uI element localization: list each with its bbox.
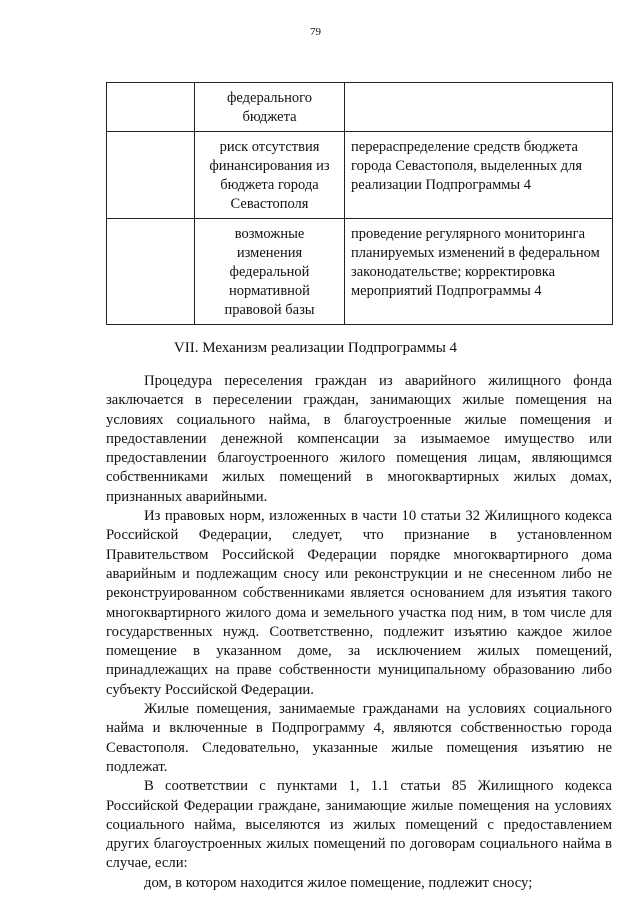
paragraph: Жилые помещения, занимаемые гражданами на условиях социального найма и включенные в Подпрограмму 4, являются собственностью города Севастополя. Следовательно, указанные жилые помещения изъятию не подлежат.: [106, 701, 612, 775]
table-cell-measure: [345, 83, 613, 132]
table-cell-risk: федерального бюджета: [195, 83, 345, 132]
paragraph: Процедура переселения граждан из аварийного жилищного фонда заключается в переселении граждан, занимающих жилые помещения на условиях социального найма, в благоустроенные жилые помещения и предоставлении денежной компенсации за изымаемое имущество или предоставлении благоустроенного жилого помещения лицам, являющимся собственниками жилых помещений в многоквартирных жилых домах, признанных аварийными.: [106, 373, 612, 505]
table-row: [107, 132, 613, 219]
table-cell-risk: риск отсутствия финансирования из бюджета города Севастополя: [195, 132, 345, 219]
risk-table: [106, 82, 613, 325]
page-number: 79: [310, 26, 321, 38]
table-cell-category: [107, 219, 195, 325]
paragraph: дом, в котором находится жилое помещение, подлежит сносу;: [144, 874, 533, 891]
paragraph: Из правовых норм, изложенных в части 10 статьи 32 Жилищного кодекса Российской Федерации, следует, что признание в установленном Правительством Российской Федерации порядке многоквартирного дома аварийным и подлежащим сносу или реконструкции и не снесенном либо не реконструированном собственниками является основанием для изъятия такого многоквартирного жилого дома и земельного участка под ним, в том числе для государственных нужд. Соответственно, подлежит изъятию каждое жилое помещение в указанном доме, за исключением жилых помещений, принадлежащих на праве собственности муниципальному образованию либо субъекту Российской Федерации.: [106, 508, 612, 698]
table-cell-risk: возможные изменения федеральной нормативной правовой базы: [195, 219, 345, 325]
paragraph: В соответствии с пунктами 1, 1.1 статьи 85 Жилищного кодекса Российской Федерации граждане, занимающие жилые помещения на условиях социального найма, выселяются из жилых помещений с предоставлением других благоустроенных жилых помещений по договорам социального найма в случае, если:: [106, 778, 612, 872]
table-row: [107, 219, 613, 325]
table-cell-measure: проведение регулярного мониторинга планируемых изменений в федеральном законодательстве; корректировка мероприятий Подпрограммы 4: [345, 219, 613, 325]
table-cell-measure: перераспределение средств бюджета города Севастополя, выделенных для реализации Подпрограммы 4: [345, 132, 613, 219]
table-row: [107, 83, 613, 132]
table-cell-category: [107, 132, 195, 219]
body-text: [106, 372, 612, 893]
table-cell-category: [107, 83, 195, 132]
section-heading: VII. Механизм реализации Подпрограммы 4: [173, 340, 458, 356]
